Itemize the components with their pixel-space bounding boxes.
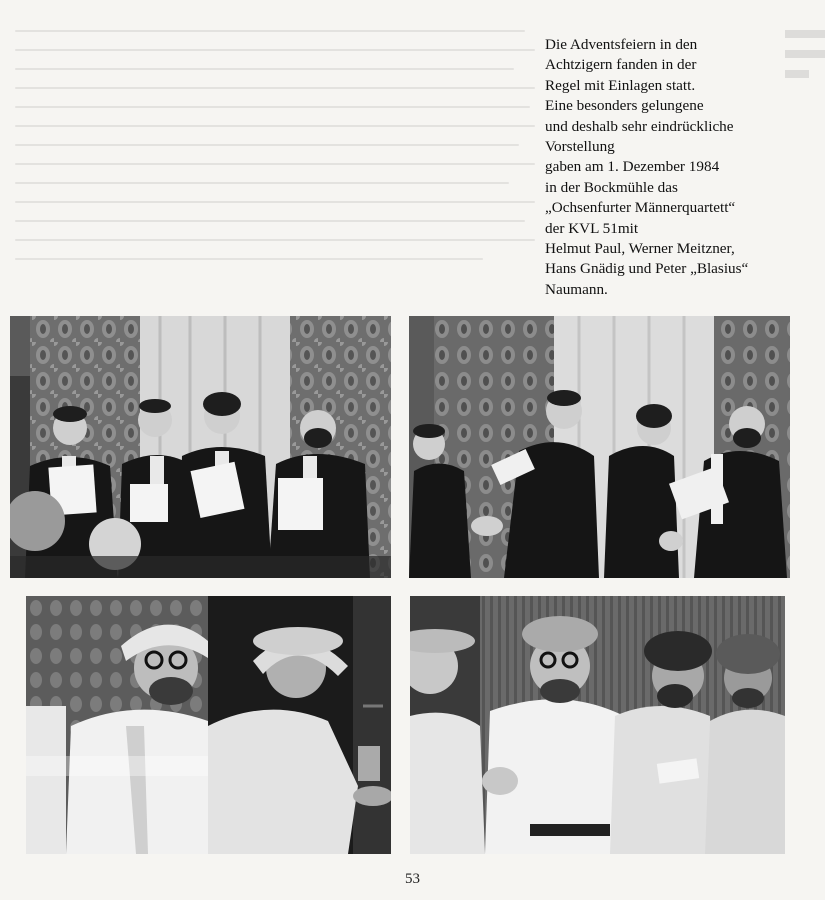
group-in-wigs-photo xyxy=(410,596,785,854)
photo-man-glasses-wreath xyxy=(26,596,208,854)
man-drinking-photo xyxy=(208,596,391,854)
man-with-glasses-photo xyxy=(26,596,208,854)
caption-line: und deshalb sehr eindrückliche xyxy=(545,117,734,135)
photo-quartet-singing xyxy=(10,316,391,578)
caption-line: Achtzigern fanden in der xyxy=(545,56,697,74)
photo-group-wigs xyxy=(410,596,785,854)
caption-line: „Ochsenfurter Männerquartett“ xyxy=(545,199,736,217)
caption-line: Eine besonders gelungene xyxy=(545,97,704,115)
caption-line: Regel mit Einlagen statt. xyxy=(545,76,696,94)
caption-line: Vorstellung xyxy=(545,138,615,156)
caption-line: der KVL 51mit xyxy=(545,219,639,237)
caption-line: in der Bockmühle das xyxy=(545,178,678,196)
photo-man-wreath-drinking xyxy=(208,596,391,854)
caption-line: Hans Gnädig und Peter „Blasius“ xyxy=(545,260,749,278)
reverse-side-bleed xyxy=(15,30,535,290)
photo-handshake-gifts xyxy=(409,316,790,578)
caption-line: gaben am 1. Dezember 1984 xyxy=(545,158,720,176)
caption-line: Die Adventsfeiern in den xyxy=(545,36,698,53)
page-number: 53 xyxy=(405,871,420,887)
caption-line: Naumann. xyxy=(545,280,608,298)
caption-text xyxy=(545,35,815,300)
caption-line: Helmut Paul, Werner Meitzner, xyxy=(545,240,735,258)
quartet-singing-photo xyxy=(10,316,391,578)
handshake-photo xyxy=(409,316,790,578)
